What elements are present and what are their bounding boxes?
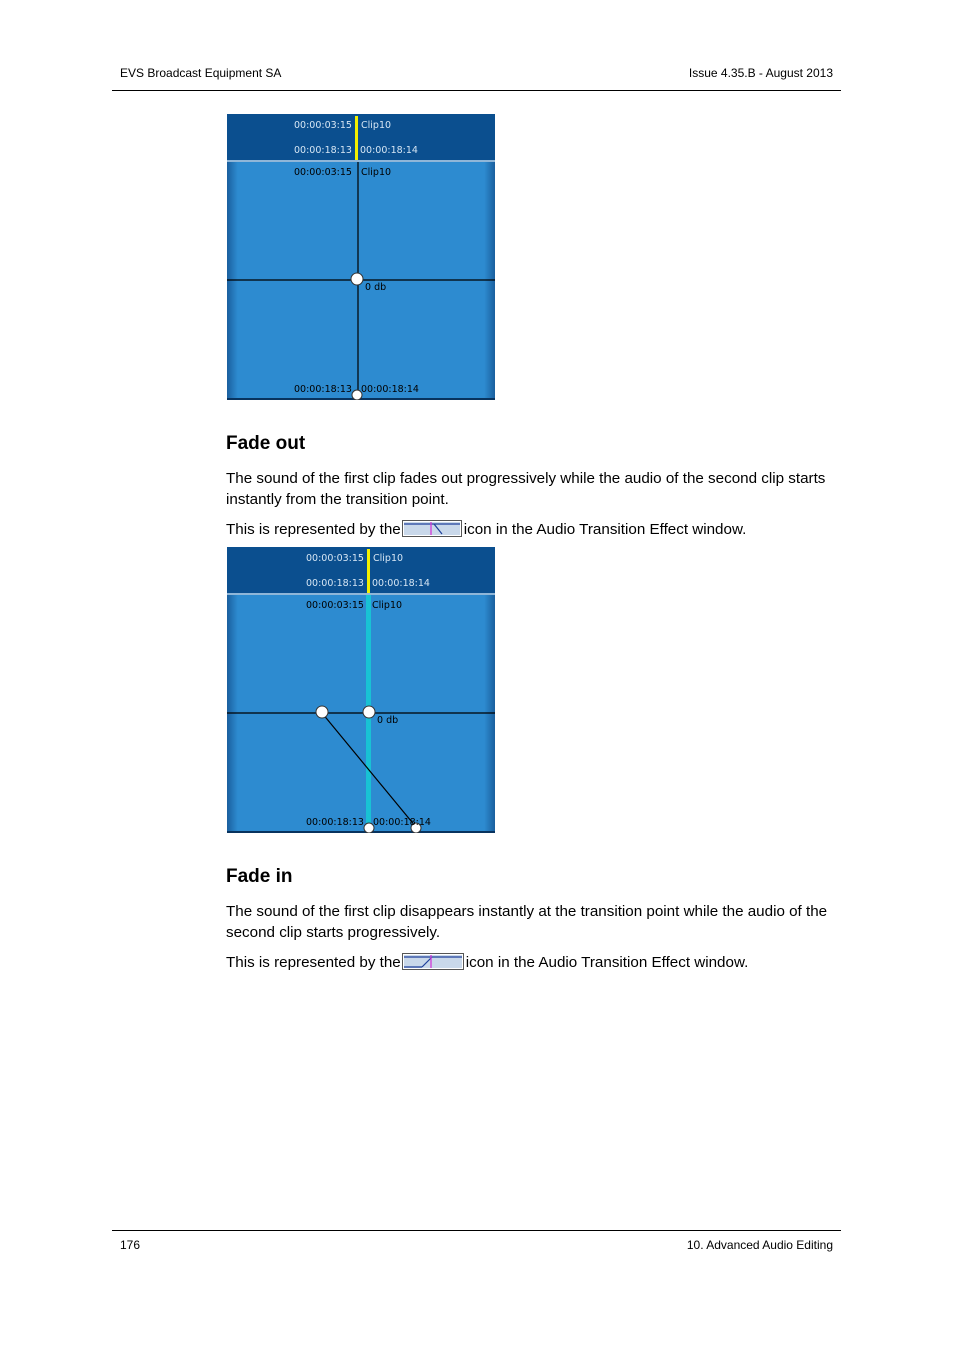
fade-out-text-after: icon in the Audio Transition Effect window. (463, 521, 747, 538)
track-bottom-out: 00:00:18:14 (373, 817, 431, 828)
fade-out-icon-sentence (226, 519, 838, 540)
header-rule (112, 90, 841, 91)
audio-transition-figure-cut (227, 114, 495, 400)
fade-in-text-after: icon in the Audio Transition Effect window. (465, 954, 749, 971)
timeline-cursor[interactable] (367, 549, 370, 593)
timeline-cursor[interactable] (355, 116, 358, 160)
header-row1-clip: Clip10 (361, 120, 392, 131)
header-row1-clip: Clip10 (373, 553, 404, 564)
fade-in-heading: Fade in (226, 866, 293, 887)
fade-in-text-before: This is represented by the (226, 954, 401, 971)
fade-out-icon (402, 520, 462, 537)
header-row1-time: 00:00:03:15 (306, 553, 364, 564)
header-company: EVS Broadcast Equipment SA (120, 66, 282, 80)
header-row1-time: 00:00:03:15 (294, 120, 352, 131)
db-label: 0 db (377, 715, 399, 726)
track-bottom-in: 00:00:18:13 (294, 384, 352, 395)
audio-transition-figure-fade-out (227, 547, 495, 833)
track-bottom-out: 00:00:18:14 (361, 384, 419, 395)
track-top-clip: Clip10 (361, 167, 392, 178)
fade-out-description: The sound of the first clip fades out progressively while the audio of the second clip starts instantly from the transition point. (226, 470, 826, 508)
footer-chapter: 10. Advanced Audio Editing (686, 1238, 833, 1252)
header-row2-out: 00:00:18:14 (360, 145, 418, 156)
fade-in-icon-sentence (226, 952, 838, 973)
track-bottom-in: 00:00:18:13 (306, 817, 364, 828)
db-label: 0 db (365, 282, 387, 293)
fade-out-text-before: This is represented by the (226, 521, 401, 538)
track-top-time: 00:00:03:15 (306, 600, 364, 611)
header-issue: Issue 4.35.B - August 2013 (688, 66, 833, 80)
keyframe-handle[interactable] (363, 706, 375, 718)
track-top-clip: Clip10 (372, 600, 403, 611)
fade-out-heading: Fade out (226, 433, 306, 454)
footer-rule (112, 1230, 841, 1231)
header-row2-in: 00:00:18:13 (306, 578, 364, 589)
header-row2-in: 00:00:18:13 (294, 145, 352, 156)
fade-in-icon (402, 953, 464, 970)
keyframe-handle[interactable] (351, 273, 363, 285)
page-number: 176 (120, 1238, 141, 1252)
track-top-time: 00:00:03:15 (294, 167, 352, 178)
keyframe-handle[interactable] (316, 706, 328, 718)
fade-in-description: The sound of the first clip disappears instantly at the transition point while the audio of the second clip starts progressively. (226, 903, 828, 941)
header-row2-out: 00:00:18:14 (372, 578, 430, 589)
